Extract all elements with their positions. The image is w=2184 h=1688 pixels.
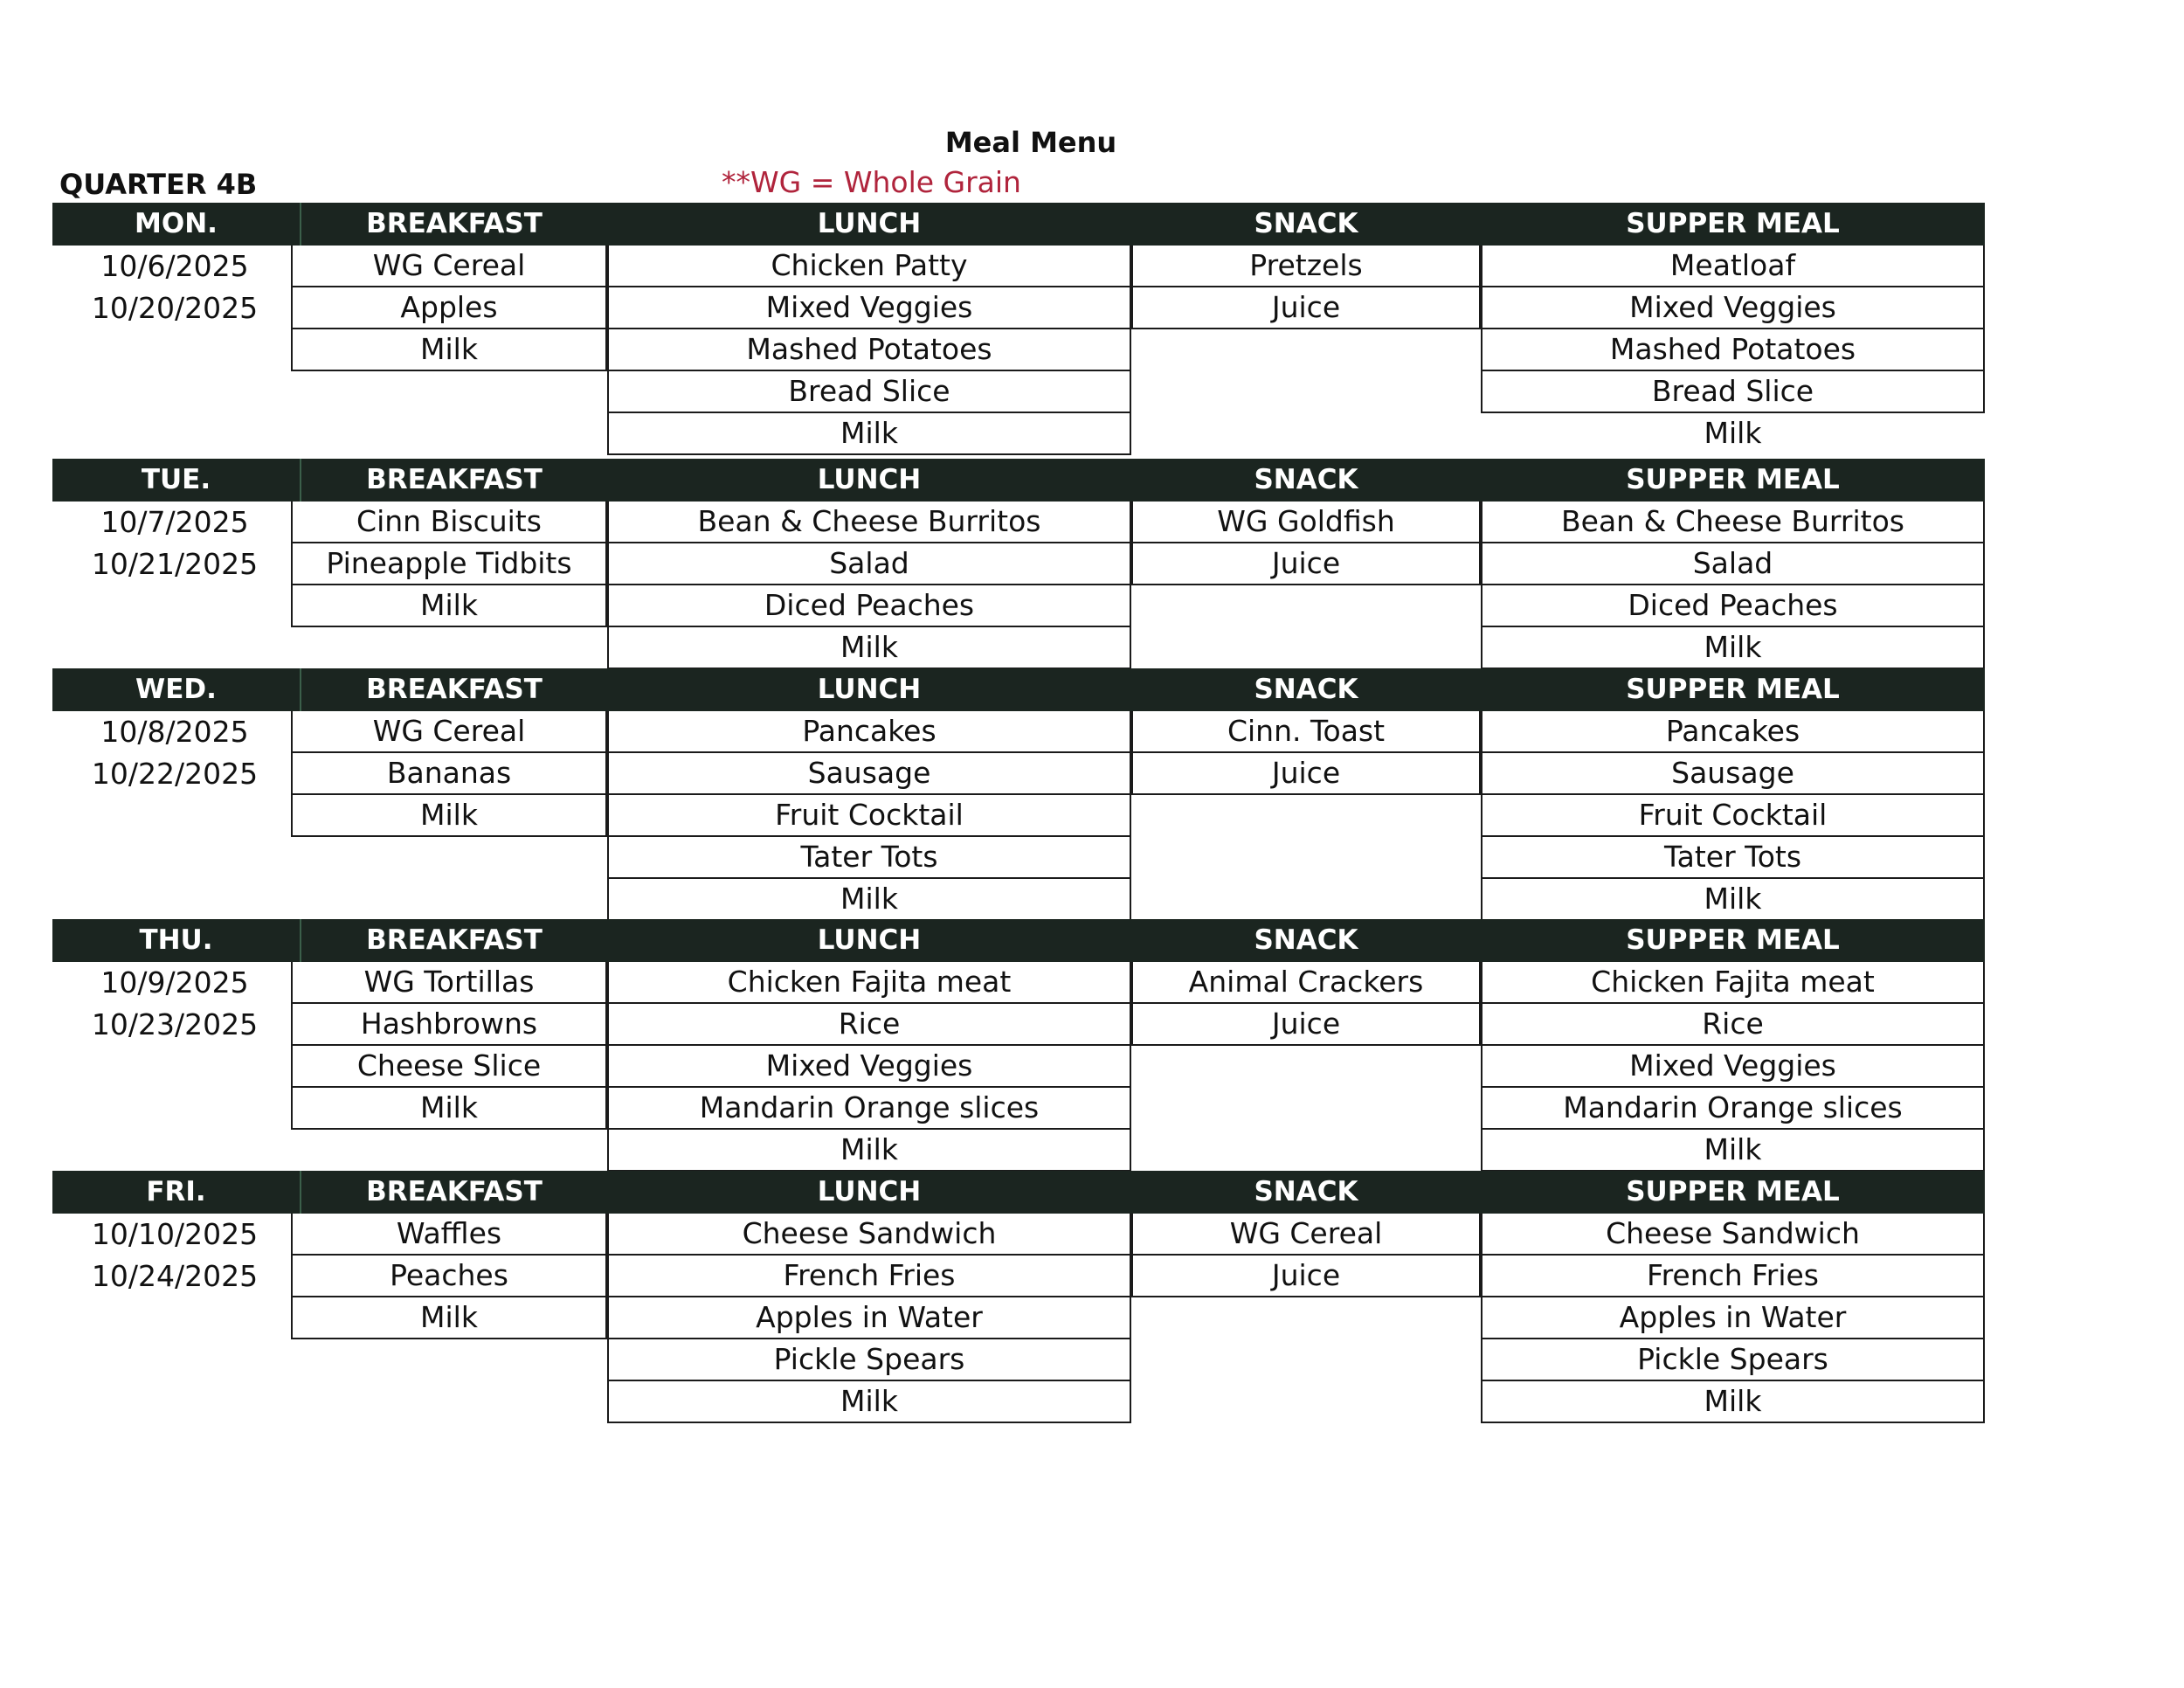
supper-header: SUPPER MEAL [1481,203,1985,246]
supper-item: Mandarin Orange slices [1481,1088,1985,1130]
supper-item: Sausage [1481,753,1985,795]
service-date: 10/23/2025 [91,1007,259,1041]
breakfast-header: BREAKFAST [301,919,607,962]
lunch-item: Milk [607,627,1131,669]
lunch-item: Bread Slice [607,371,1131,413]
breakfast-header: BREAKFAST [301,668,607,711]
whole-grain-note: **WG = Whole Grain [722,165,1021,199]
lunch-item: Milk [607,879,1131,921]
lunch-item: Pancakes [607,711,1131,753]
snack-item: Juice [1131,287,1481,329]
snack-item: Pretzels [1131,246,1481,287]
snack-item: Animal Crackers [1131,962,1481,1004]
breakfast-item: WG Tortillas [291,962,607,1004]
day-header: MON. [52,203,301,246]
supper-item: Pancakes [1481,711,1985,753]
snack-item: Cinn. Toast [1131,711,1481,753]
day-header: TUE. [52,459,301,502]
breakfast-header: BREAKFAST [301,1171,607,1214]
snack-item: WG Cereal [1131,1214,1481,1256]
supper-header: SUPPER MEAL [1481,919,1985,962]
snack-item: Juice [1131,753,1481,795]
snack-header: SNACK [1131,919,1481,962]
service-date: 10/24/2025 [91,1259,259,1293]
breakfast-item: Milk [291,1088,607,1130]
lunch-header: LUNCH [607,203,1131,246]
supper-item: Chicken Fajita meat [1481,962,1985,1004]
lunch-item: Mixed Veggies [607,1046,1131,1088]
supper-item: Mashed Potatoes [1481,329,1985,371]
snack-item: Juice [1131,543,1481,585]
supper-item: Diced Peaches [1481,585,1985,627]
service-date: 10/6/2025 [100,249,249,283]
lunch-item: Milk [607,413,1131,455]
lunch-header: LUNCH [607,1171,1131,1214]
supper-item: Milk [1481,1130,1985,1172]
breakfast-item: Cheese Slice [291,1046,607,1088]
supper-item: Apples in Water [1481,1297,1985,1339]
breakfast-item: Pineapple Tidbits [291,543,607,585]
lunch-header: LUNCH [607,668,1131,711]
lunch-item: Salad [607,543,1131,585]
supper-item: Milk [1704,416,1762,450]
lunch-header: LUNCH [607,919,1131,962]
supper-item: Meatloaf [1481,246,1985,287]
day-block [0,203,2184,450]
supper-item: Salad [1481,543,1985,585]
supper-item: Fruit Cocktail [1481,795,1985,837]
lunch-item: Milk [607,1130,1131,1172]
lunch-item: Mandarin Orange slices [607,1088,1131,1130]
supper-item: Mixed Veggies [1481,287,1985,329]
service-date: 10/7/2025 [100,505,249,539]
service-date: 10/9/2025 [100,965,249,1000]
supper-item: French Fries [1481,1256,1985,1297]
snack-item: Juice [1131,1004,1481,1046]
day-header: WED. [52,668,301,711]
snack-header: SNACK [1131,1171,1481,1214]
supper-item: Cheese Sandwich [1481,1214,1985,1256]
lunch-item: Chicken Patty [607,246,1131,287]
lunch-item: Mixed Veggies [607,287,1131,329]
day-block [0,919,2184,1166]
breakfast-item: Peaches [291,1256,607,1297]
lunch-item: Pickle Spears [607,1339,1131,1381]
day-block [0,459,2184,664]
day-block [0,668,2184,916]
page-title: Meal Menu [944,126,1117,159]
supper-item: Mixed Veggies [1481,1046,1985,1088]
lunch-item: Diced Peaches [607,585,1131,627]
service-date: 10/10/2025 [91,1217,259,1251]
lunch-item: Cheese Sandwich [607,1214,1131,1256]
breakfast-item: Bananas [291,753,607,795]
service-date: 10/21/2025 [91,547,259,581]
breakfast-item: Waffles [291,1214,607,1256]
supper-item: Bread Slice [1481,371,1985,413]
snack-item: Juice [1131,1256,1481,1297]
breakfast-header: BREAKFAST [301,203,607,246]
lunch-header: LUNCH [607,459,1131,502]
breakfast-item: WG Cereal [291,246,607,287]
supper-item: Tater Tots [1481,837,1985,879]
supper-item: Milk [1481,879,1985,921]
supper-item: Milk [1481,627,1985,669]
quarter-label: QUARTER 4B [59,168,258,201]
day-header: THU. [52,919,301,962]
service-date: 10/20/2025 [91,291,259,325]
supper-header: SUPPER MEAL [1481,668,1985,711]
lunch-item: Bean & Cheese Burritos [607,502,1131,543]
supper-item: Pickle Spears [1481,1339,1985,1381]
breakfast-header: BREAKFAST [301,459,607,502]
breakfast-item: Milk [291,795,607,837]
lunch-item: Sausage [607,753,1131,795]
supper-header: SUPPER MEAL [1481,459,1985,502]
snack-header: SNACK [1131,203,1481,246]
breakfast-item: WG Cereal [291,711,607,753]
supper-item: Milk [1481,1381,1985,1423]
breakfast-item: Apples [291,287,607,329]
lunch-item: Rice [607,1004,1131,1046]
lunch-item: Chicken Fajita meat [607,962,1131,1004]
lunch-item: Milk [607,1381,1131,1423]
breakfast-item: Milk [291,585,607,627]
lunch-item: Mashed Potatoes [607,329,1131,371]
supper-item: Bean & Cheese Burritos [1481,502,1985,543]
lunch-item: Fruit Cocktail [607,795,1131,837]
service-date: 10/22/2025 [91,757,259,791]
breakfast-item: Milk [291,329,607,371]
supper-header: SUPPER MEAL [1481,1171,1985,1214]
breakfast-item: Cinn Biscuits [291,502,607,543]
snack-header: SNACK [1131,668,1481,711]
breakfast-item: Hashbrowns [291,1004,607,1046]
day-block [0,1171,2184,1418]
supper-item: Rice [1481,1004,1985,1046]
lunch-item: Tater Tots [607,837,1131,879]
lunch-item: Apples in Water [607,1297,1131,1339]
day-header: FRI. [52,1171,301,1214]
lunch-item: French Fries [607,1256,1131,1297]
service-date: 10/8/2025 [100,715,249,749]
snack-item: WG Goldfish [1131,502,1481,543]
snack-header: SNACK [1131,459,1481,502]
breakfast-item: Milk [291,1297,607,1339]
